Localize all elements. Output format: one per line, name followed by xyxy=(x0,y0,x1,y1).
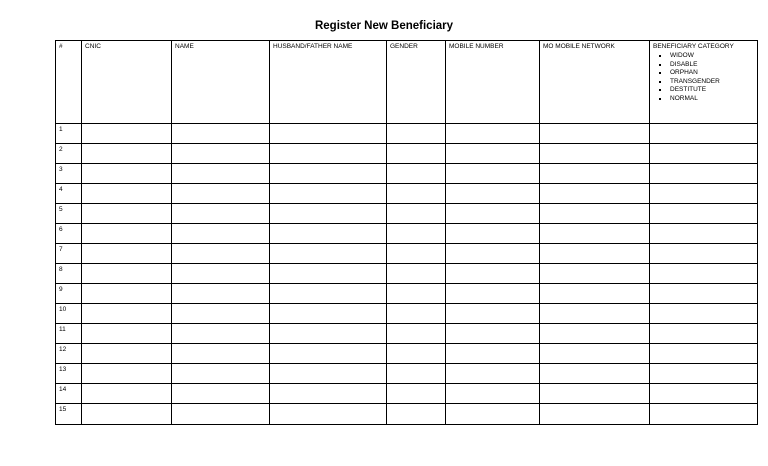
mobile-number-cell xyxy=(446,124,540,144)
gender-cell xyxy=(387,164,446,184)
name-cell xyxy=(172,144,270,164)
gender-cell xyxy=(387,384,446,404)
name-cell xyxy=(172,284,270,304)
mobile-number-cell xyxy=(446,204,540,224)
beneficiary-category-cell xyxy=(650,244,758,264)
gender-cell xyxy=(387,344,446,364)
husband-father-name-cell xyxy=(270,144,387,164)
beneficiary-category-label: BENEFICIARY CATEGORY xyxy=(653,43,734,50)
table-row xyxy=(56,224,758,244)
beneficiary-category-cell xyxy=(650,264,758,284)
name-cell xyxy=(172,204,270,224)
cnic-cell xyxy=(82,264,172,284)
name-cell xyxy=(172,264,270,284)
beneficiary-category-cell xyxy=(650,124,758,144)
category-options-list xyxy=(653,52,754,104)
name-cell xyxy=(172,324,270,344)
beneficiary-category-cell xyxy=(650,284,758,304)
table-row xyxy=(56,344,758,364)
name-cell xyxy=(172,224,270,244)
column-header-number: # xyxy=(56,41,82,124)
beneficiary-table xyxy=(55,40,758,425)
mobile-number-cell xyxy=(446,144,540,164)
beneficiary-category-cell xyxy=(650,224,758,244)
husband-father-name-cell xyxy=(270,264,387,284)
row-number: 9 xyxy=(56,284,82,304)
category-option-orphan: ORPHAN xyxy=(670,69,754,78)
mobile-number-cell xyxy=(446,164,540,184)
husband-father-name-cell xyxy=(270,324,387,344)
category-option-normal: NORMAL xyxy=(670,95,754,104)
gender-cell xyxy=(387,184,446,204)
gender-cell xyxy=(387,284,446,304)
category-option-destitute: DESTITUTE xyxy=(670,86,754,95)
mobile-network-cell xyxy=(540,304,650,324)
name-cell xyxy=(172,244,270,264)
beneficiary-category-cell xyxy=(650,184,758,204)
mobile-number-cell xyxy=(446,384,540,404)
husband-father-name-cell xyxy=(270,244,387,264)
cnic-cell xyxy=(82,404,172,425)
gender-cell xyxy=(387,364,446,384)
mobile-number-cell xyxy=(446,264,540,284)
beneficiary-category-cell xyxy=(650,144,758,164)
husband-father-name-cell xyxy=(270,404,387,425)
table-row xyxy=(56,184,758,204)
cnic-cell xyxy=(82,184,172,204)
mobile-number-cell xyxy=(446,364,540,384)
cnic-cell xyxy=(82,244,172,264)
table-row xyxy=(56,284,758,304)
row-number: 10 xyxy=(56,304,82,324)
row-number: 13 xyxy=(56,364,82,384)
row-number: 2 xyxy=(56,144,82,164)
table-row xyxy=(56,324,758,344)
table-row xyxy=(56,144,758,164)
beneficiary-category-cell xyxy=(650,164,758,184)
mobile-network-cell xyxy=(540,384,650,404)
mobile-number-cell xyxy=(446,324,540,344)
mobile-number-cell xyxy=(446,404,540,425)
beneficiary-category-cell xyxy=(650,344,758,364)
table-row xyxy=(56,404,758,425)
category-option-transgender: TRANSGENDER xyxy=(670,78,754,87)
mobile-network-cell xyxy=(540,284,650,304)
husband-father-name-cell xyxy=(270,384,387,404)
beneficiary-category-cell xyxy=(650,404,758,425)
mobile-network-cell xyxy=(540,124,650,144)
gender-cell xyxy=(387,304,446,324)
mobile-number-cell xyxy=(446,344,540,364)
row-number: 15 xyxy=(56,404,82,425)
husband-father-name-cell xyxy=(270,284,387,304)
mobile-network-cell xyxy=(540,324,650,344)
gender-cell xyxy=(387,224,446,244)
table-row xyxy=(56,164,758,184)
name-cell xyxy=(172,304,270,324)
gender-cell xyxy=(387,324,446,344)
mobile-network-cell xyxy=(540,244,650,264)
husband-father-name-cell xyxy=(270,164,387,184)
table-row xyxy=(56,244,758,264)
column-header-gender: GENDER xyxy=(387,41,446,124)
husband-father-name-cell xyxy=(270,364,387,384)
gender-cell xyxy=(387,404,446,425)
row-number: 3 xyxy=(56,164,82,184)
category-option-disable: DISABLE xyxy=(670,61,754,70)
mobile-network-cell xyxy=(540,344,650,364)
husband-father-name-cell xyxy=(270,224,387,244)
cnic-cell xyxy=(82,204,172,224)
mobile-network-cell xyxy=(540,144,650,164)
mobile-network-cell xyxy=(540,364,650,384)
name-cell xyxy=(172,344,270,364)
column-header-beneficiary-category xyxy=(650,41,758,124)
header-row xyxy=(56,41,758,124)
gender-cell xyxy=(387,124,446,144)
row-number: 5 xyxy=(56,204,82,224)
cnic-cell xyxy=(82,124,172,144)
beneficiary-category-cell xyxy=(650,364,758,384)
name-cell xyxy=(172,184,270,204)
column-header-mobile-network: MO MOBILE NETWORK xyxy=(540,41,650,124)
husband-father-name-cell xyxy=(270,304,387,324)
cnic-cell xyxy=(82,224,172,244)
beneficiary-category-cell xyxy=(650,384,758,404)
cnic-cell xyxy=(82,344,172,364)
row-number: 12 xyxy=(56,344,82,364)
row-number: 1 xyxy=(56,124,82,144)
mobile-number-cell xyxy=(446,304,540,324)
cnic-cell xyxy=(82,304,172,324)
gender-cell xyxy=(387,144,446,164)
mobile-network-cell xyxy=(540,184,650,204)
table-row xyxy=(56,304,758,324)
husband-father-name-cell xyxy=(270,344,387,364)
mobile-network-cell xyxy=(540,164,650,184)
mobile-number-cell xyxy=(446,244,540,264)
husband-father-name-cell xyxy=(270,204,387,224)
mobile-number-cell xyxy=(446,284,540,304)
column-header-mobile-number: MOBILE NUMBER xyxy=(446,41,540,124)
cnic-cell xyxy=(82,384,172,404)
column-header-husband-father-name: HUSBAND/FATHER NAME xyxy=(270,41,387,124)
row-number: 14 xyxy=(56,384,82,404)
row-number: 8 xyxy=(56,264,82,284)
table-row xyxy=(56,264,758,284)
row-number: 4 xyxy=(56,184,82,204)
name-cell xyxy=(172,384,270,404)
cnic-cell xyxy=(82,144,172,164)
row-number: 11 xyxy=(56,324,82,344)
mobile-network-cell xyxy=(540,264,650,284)
table-row xyxy=(56,124,758,144)
mobile-number-cell xyxy=(446,184,540,204)
mobile-network-cell xyxy=(540,404,650,425)
name-cell xyxy=(172,364,270,384)
table-row xyxy=(56,384,758,404)
cnic-cell xyxy=(82,324,172,344)
row-number: 6 xyxy=(56,224,82,244)
column-header-cnic: CNIC xyxy=(82,41,172,124)
name-cell xyxy=(172,124,270,144)
table-row xyxy=(56,204,758,224)
cnic-cell xyxy=(82,284,172,304)
beneficiary-category-cell xyxy=(650,324,758,344)
cnic-cell xyxy=(82,164,172,184)
name-cell xyxy=(172,164,270,184)
husband-father-name-cell xyxy=(270,184,387,204)
beneficiary-category-cell xyxy=(650,304,758,324)
category-option-widow: WIDOW xyxy=(670,52,754,61)
mobile-number-cell xyxy=(446,224,540,244)
cnic-cell xyxy=(82,364,172,384)
row-number: 7 xyxy=(56,244,82,264)
beneficiary-category-cell xyxy=(650,204,758,224)
page-title: Register New Beneficiary xyxy=(314,20,454,32)
gender-cell xyxy=(387,204,446,224)
gender-cell xyxy=(387,264,446,284)
gender-cell xyxy=(387,244,446,264)
mobile-network-cell xyxy=(540,224,650,244)
column-header-name: NAME xyxy=(172,41,270,124)
table-row xyxy=(56,364,758,384)
table-body xyxy=(56,124,758,425)
name-cell xyxy=(172,404,270,425)
husband-father-name-cell xyxy=(270,124,387,144)
mobile-network-cell xyxy=(540,204,650,224)
